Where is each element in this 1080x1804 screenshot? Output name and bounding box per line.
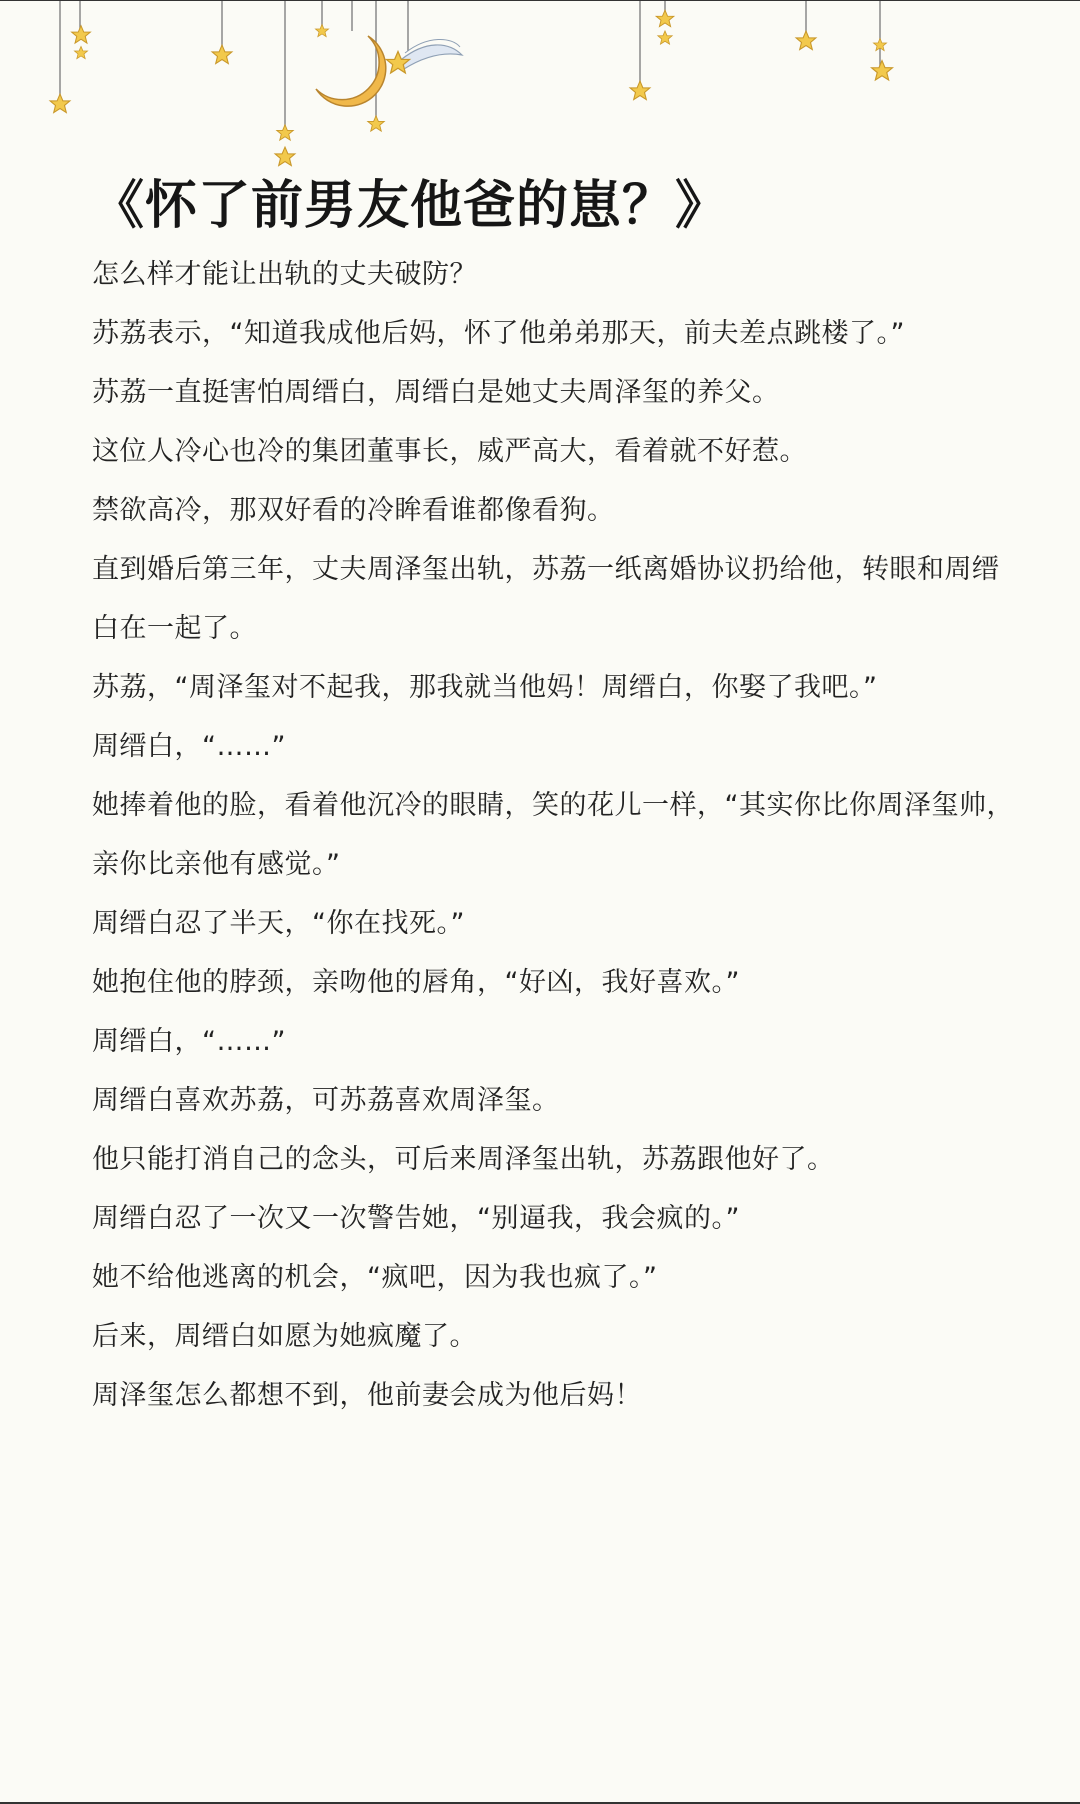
- paragraph: 苏荔一直挺害怕周缙白，周缙白是她丈夫周泽玺的养父。: [92, 377, 780, 408]
- document-content: [92, 167, 1022, 1425]
- paragraph: 她不给他逃离的机会，“疯吧，因为我也疯了。”: [92, 1262, 658, 1293]
- paragraph: 后来，周缙白如愿为她疯魔了。: [92, 1321, 477, 1352]
- paragraph: 周泽玺怎么都想不到，他前妻会成为他后妈！: [92, 1380, 642, 1411]
- paragraph: 直到婚后第三年，丈夫周泽玺出轨，苏荔一纸离婚协议扔给他，转眼和周缙白在一起了。: [92, 554, 1000, 644]
- paragraph: 她抱住他的脖颈，亲吻他的唇角，“好凶，我好喜欢。”: [92, 967, 740, 998]
- paragraph: 这位人冷心也冷的集团董事长，威严高大，看着就不好惹。: [92, 436, 807, 467]
- star-icon: [50, 94, 70, 112]
- paragraph: 周缙白，“……”: [92, 1026, 286, 1057]
- hanging-stars-decoration: [0, 1, 1080, 181]
- paragraph: 怎么样才能让出轨的丈夫破防？: [92, 259, 477, 290]
- paragraph: 周缙白，“……”: [92, 731, 286, 762]
- paragraph-list: [92, 245, 1022, 1425]
- shooting-star-icon: [386, 39, 462, 73]
- paragraph: 禁欲高冷，那双好看的冷眸看谁都像看狗。: [92, 495, 615, 526]
- paragraph: 她捧着他的脸，看着他沉冷的眼睛，笑的花儿一样，“其实你比你周泽玺帅，亲你比亲他有感觉。”: [92, 790, 1014, 880]
- paragraph: 周缙白忍了一次又一次警告她，“别逼我，我会疯的。”: [92, 1203, 740, 1234]
- paragraph: 他只能打消自己的念头，可后来周泽玺出轨，苏荔跟他好了。: [92, 1144, 835, 1175]
- paragraph: 周缙白喜欢苏荔，可苏荔喜欢周泽玺。: [92, 1085, 560, 1116]
- document-title: 《怀了前男友他爸的崽？》: [92, 176, 729, 236]
- paragraph: 苏荔，“周泽玺对不起我，那我就当他妈！周缙白，你娶了我吧。”: [92, 672, 878, 703]
- paragraph: 苏荔表示，“知道我成他后妈，怀了他弟弟那天，前夫差点跳楼了。”: [92, 318, 905, 349]
- paragraph: 周缙白忍了半天，“你在找死。”: [92, 908, 465, 939]
